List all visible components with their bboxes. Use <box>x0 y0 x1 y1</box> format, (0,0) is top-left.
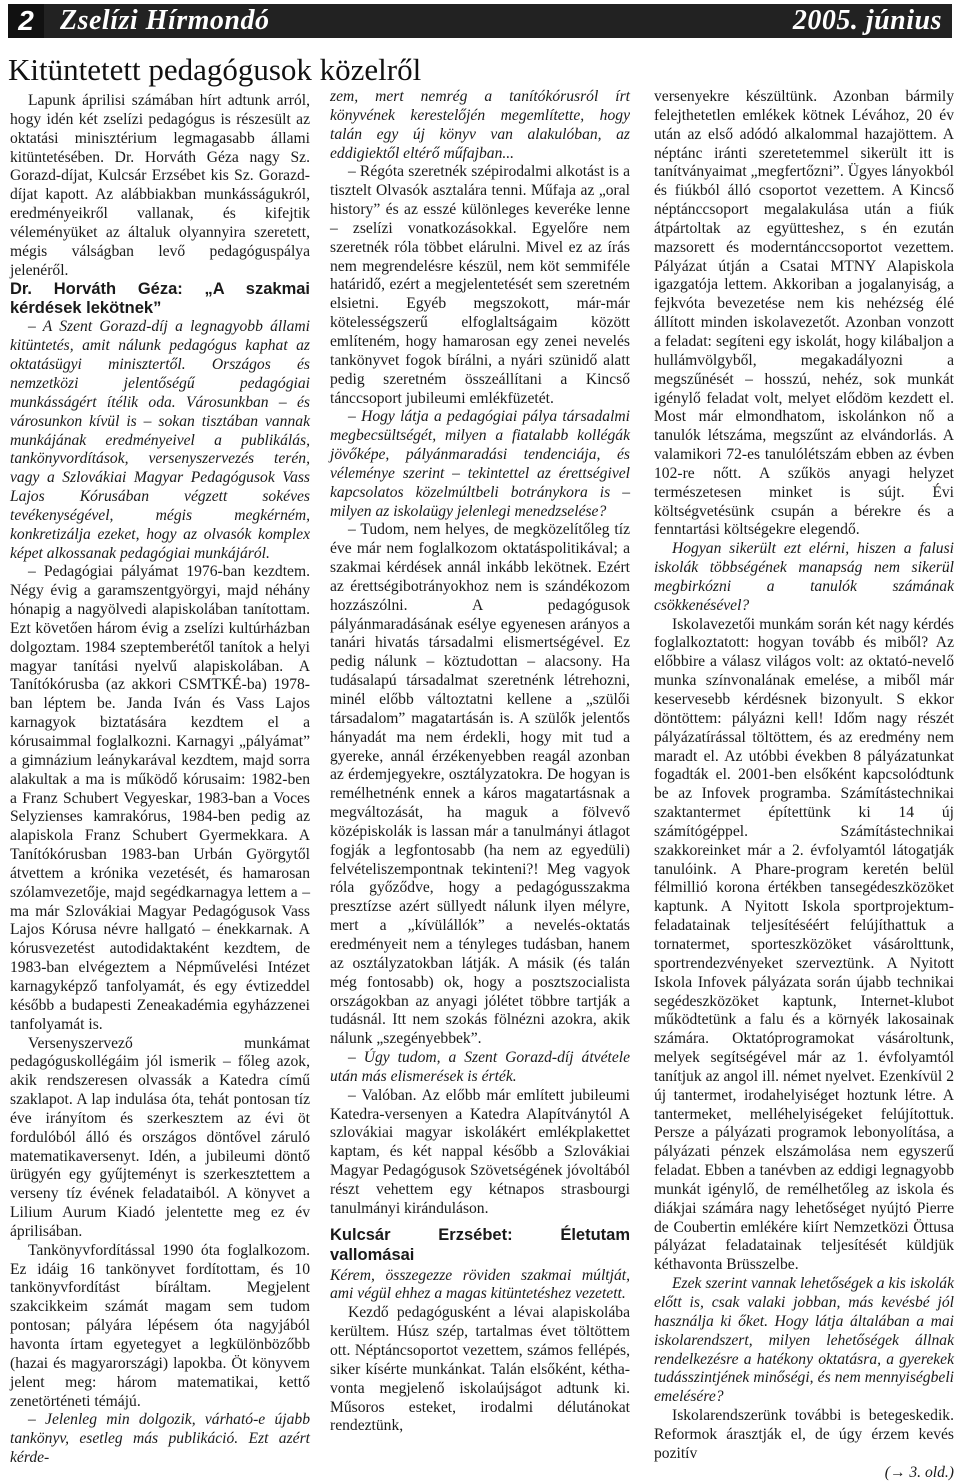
body-paragraph: Iskolarendszerünk további is betegeskedik. Reformok árasztják el, de úgy érzem kevés pozitív <box>654 1407 954 1462</box>
body-paragraph: versenyekre készültünk. Azonban bármily felejthetetlen emlékek kötnek Lévához, 20 év után az első adódó alkalommal hazajöttem. A néptánc iránti szeretetemmel sikerült itt is tanítványaimat „megfertőzni”. Ügyes lányokból és fiúkból álló csoportot vezettem. A Kincső néptánccsoport megalakulása után a fiúk átpártoltak az együtteshez, s én ezután mazsorett és moderntánccsoportot vezettem. Pályázat útján a Csatai MTNY Alapiskola igazgatója lettem. Akkoriban a jogalanyiság, a fejkvóta bevezetése nem kis nehézség élé állított minden iskolavezetőt. Azonban vonzott a feladat: segíteni egy iskolát, hogy kilábaljon a hullámvölgyből, megakadályozni a megszűnését – hosszú, nehéz, sok munkát igénylő feladat volt, melyet elődöm kezdett el. Most már elmondhatom, iskolánkon nő a tanulók létszáma, megszűnt az elvándorlás. A valamikori 72-es tanulólétszám ebben az évben 102-re nőtt. A szűkös anyagi helyzet természetesen minket is sújt. Évi költségvetésünk csupán a bérekre és a fenntartási költségekre elegendő. <box>654 88 954 539</box>
question-paragraph: – Úgy tudom, a Szent Gorazd-díj átvétele után más elismerések is érték. <box>330 1049 630 1085</box>
body-paragraph: Kezdő pedagógusként a lévai alapiskolába kerültem. Húsz szép, tartalmas évet töltöttem ott. Néptáncsoportot vezettem, számos fellépés, siker kísérte munkánkat. Talán elsőként, kétha-vonta megjelenő iskolaújságot adtunk ki. Műsoros esteket, irodalmi délutánokat rendeztünk, <box>330 1304 630 1435</box>
question-paragraph: – Jelenleg min dolgozik, várható-e újabb tankönyv, esetleg más publikáció. Ezt azért kérde- <box>10 1411 310 1467</box>
question-paragraph: Hogyan sikerült ezt elérni, hiszen a falusi iskolák többségének manapság nem sikerül megbirkózni a tanulók számának csökkenésével? <box>654 540 954 614</box>
column-2 <box>330 88 630 1435</box>
body-paragraph: – Tudom, nem helyes, de megközelítőleg tíz éve már nem foglalkozom oktatáspolitikával; a szakmai kérdések annál inkább lekötnek. Ezért az érettségibotrányokhoz nem is szándékozom hozzászólni. A pedagógusok pályánmaradásának esélye egyenesen arányos a tanári hivatás társadalmi elismertségével. Ez pedig nálunk – köztudottan – alacsony. Ha tudásalapú társadalmat szeretnénk létrehozni, minél előbb változtatni kellene a „szülői társadalom” magatartásán is. A szülők jelentős hányadát ma nem érdekli, hogy mit tud a gyereke, annál érzékenyebben reagál azonban az érdemjegyekre, osztályzatokra. De hogyan is remélhetnénk ennek a káros magatartásnak a megváltozását, ha maguk a fölvevő középiskolák is lassan már a tanulmányi átlagot fogják a legfontosabb (ha nem az egyedüli) felvételiszempontnak tekinteni?! Meg vagyok róla győződve, hogy a pedagógusszakma presztízse azért süllyedt nálunk ilyen mélyre, mert a „kívülállók” a nevelés-oktatás eredményeit nem a tényleges tudásban, hanem az osztályzatokban látják. A másik (és talán még fontosabb) ok, hogy a posztszocialista országokban az anyagi jólétet többre tartják a tudásnál. Itt nem szokás fölnézni azokra, akik nálunk „szegényebbek”. <box>330 521 630 1048</box>
question-paragraph: Ezek szerint vannak lehetőségek a kis iskolák előtt is, csak valaki jobban, más kevésbé jól használja ki őket. Hogy látja általában a mai iskolarendszert, milyen lehetőségek állnak rendelkezésre a hatékony oktatásra, a gyerekek tudásszintjének minőségi, és nem mennyiségbeli emelésére? <box>654 1275 954 1406</box>
body-paragraph: Iskolavezetői munkám során két nagy kérdés foglalkoztatott: hogyan tovább és miből? Az előbbire a válasz világos volt: az oktató-nevelő munka színvonalának emelése, a miből már keservesebb kérdésnek bizonyult. S ekkor döntöttem: pályázni kell! Időm nagy részét pályázatírással töltöttem, és az eredmény nem maradt el. Az utóbbi években 8 pályázatunkat fogadták el. 2001-ben elsőként kapcsolódtunk be az Infovek programba. Számítástechnikai szaktantermet építettünk ki 14 új számítógéppel. Számítástechnikai szakkoreinket már a 2. évfolyamtól látogatják tanulóink. A Phare-program keretén belül félmillió korona értékben tansegédeszközöket kaptunk. A Nyitott Iskola sportprojektum-feladatainak teljesítéséért felújíthattuk a tornatermet, sporteszközöket vásárolttunk, sportrendezvényeket szerveztünk. A Nyitott Iskola Infovek pályázata során újabb technikai segédeszközöket kaptunk, Internet-klubot működtetünk a falu és a környék lakosainak számára. Oktatóprogramokat vásároltunk, melyek segítségével már az 1. évfolyamtól tanítjuk az angol ill. német nyelvet. Ezenkívül 2 új tantermet, irodahelyiséget hoztunk létre. A tantermeket, melléhelyiségeket felújítottuk. Persze a pályázati programok lebonyolítása, a pályázati pénzek elszámolása nem egyszerű feladat. Ebben a tanévben az eddigi legnagyobb munkát igénylő, de remélhetőleg az iskola és diákjai számára nagy lehetőséget nyújtó Pierre de Coubertin emlékére kiírt Nemzetközi Öttusa pályázat feladatainak teljesítését küldjük kéthavonta Brüsszelbe. <box>654 615 954 1274</box>
column-3 <box>654 88 954 1481</box>
issue-date: 2005. június <box>792 5 942 36</box>
newspaper-title: Zselízi Hírmondó <box>60 5 270 36</box>
body-paragraph: – Valóban. Az előbb már említett jubileumi Katedra-versenyen a Katedra Alapítványtól A szlovákiai magyar iskolákért emlékplakettet kaptam, és két nappal később a Szlovákiai Magyar Pedagógusok Szövetségének jóvoltából részt vehettem egy kétnapos strasbourgi tanulmányi kiránduláson. <box>330 1086 630 1217</box>
subheading-kulcsar: Kulcsár Erzsébet: Életutam vallomásai <box>330 1225 630 1264</box>
question-paragraph: – A Szent Gorazd-díj a legnagyobb állami kitüntetés, amit nálunk pedagógus kaphat az oktatásügyi minisztertől. Országos és nemzetközi jelentőségű pedagógiai munkásságért ítélik oda. Városunkban – és városunkon kívül is – sokan tisztában vannak munkájának eredményeivel a publikálás, tankönyvordítások, versenyszervezés terén, vagy a Szlovákiai Magyar Pedagógusok Vass Lajos Kórusában végzett sokéves tevékenységével, mégis megkérném, konkretizálja ezeket, hogy az olvasók komplex képet alkossanak pedagógiai munkájáról. <box>10 318 310 562</box>
page-number: 2 <box>8 4 44 38</box>
body-paragraph: Versenyszervező munkámat pedagóguskollégáim jól ismerik – főleg azok, akik rendszeresen olvassák a Katedra című szaklapot. A lap indulása óta, tehát pontosan tíz éve irányítom és szerkesztem az évi öt fordulóból álló és országos döntővel záruló matematikaversenyt. Idén, a jubileumi döntő ürügyén egy gyűjteményt is szerkesztettem a verseny tíz évének feladataiból. A könyvet a Lilium Aurum Kiadó jelentette meg ez év áprilisában. <box>10 1034 310 1240</box>
column-1 <box>10 92 310 1467</box>
subheading-horvath: Dr. Horváth Géza: „A szakmai kérdések lekötnek” <box>10 280 310 318</box>
body-paragraph: – Pedagógiai pályámat 1976-ban kezdtem. Négy évig a garamszentgyörgyi, majd néhány hónapig a nagyölvedi alapiskolában tanítottam. Ezt követően három évig a zselízi kultúrházban dolgoztam. 1984 szeptemberétől tanítok a helyi magyar tanítási nyelvű alapiskolában. A Tanítókórusba (az akkori CSMTKÉ-ba) 1978-ban léptem be. Janda Iván és Vass Lajos karnagyok biztatására kezdtem el a kórusaimmal foglalkozni. Karnagyi „pályámat” a gimnázium leánykarával kezdtem, majd sorra alakultak a ma is működő kórusaim: 1982-ben a Franz Schubert Vegyeskar, 1983-ban a Voces Selyzienses kamrakórus, 1984-ben pedig az alapiskola Franz Schubert Gyermekkara. A Tanítókórusban 1983-ban Urbán Györgytől átvettem a krónika vezetését, és hamarosan szólamvezetője, majd segédkarnagya lettem a – ma már Szlovákiai Magyar Pedagógusok Vass Lajos Kórusa névre hallgató – énekkarnak. A kórusvezetést autodidaktaként kezdtem, de 1983-ban elvégeztem a Népművelési Intézet karnagyképző tanfolyamát, és egy évtizeddel később a budapesti Zeneakadémia egyházzenei tanfolyamát is. <box>10 563 310 1033</box>
question-paragraph: Kérem, összegezze röviden szakmai múltját, ami végül ehhez a magas kitüntetéshez vezetett. <box>330 1266 630 1303</box>
body-paragraph: Tankönyvfordítással 1990 óta foglalkozom. Ez idáig 16 tankönyvet fordítottam, és 10 tankönyvfordítást bíráltam. Megjelent szakcikkeim számát magam sem tudom pontosan; pályára lépésem óta nagyjából havonta írtam egyetegyet a legkülönbözőbb (hazai és magyarországi) lapokba. Öt könyvem jelent meg: három matematikai, kettő zenetörténeti témájú. <box>10 1241 310 1410</box>
article-headline: Kitüntetett pedagógusok közelről <box>8 52 422 87</box>
question-paragraph: – Hogy látja a pedagógiai pálya társadalmi megbecsültségét, milyen a fiatalabb kollégák jövőképe, pályánmaradási tendenciája, és véleménye szerint – tekintettel az érettségivel kapcsolatos közelmúltbeli botránykora is – milyen az iskolaügy jelenlegi menedzselése? <box>330 408 630 520</box>
body-paragraph: – Régóta szeretnék szépirodalmi alkotást is a tisztelt Olvasók asztalára tenni. Műfaja az „oral history” és az esszé különleges keveréke lenne – zselízi vonatkozásokkal. Egyelőre nem szeretnék róla többet elárulni. Mivel ez az írás nem megrendelésre készül, nem köt semmiféle határidő, ezért a megjelentetését sem szeretném elsietni. Egyéb megszokott, már-már kötelességszerű elfoglaltságaim között említeném, hogy hamarosan egy zenei nevelés tankönyvet fogok bírálni, a nyári szünidő alatt pedig szeretném összeállítani a Kincső tánccsoport jubileumi emlékfüzetét. <box>330 163 630 407</box>
continued-note: (→ 3. old.) <box>884 1463 954 1481</box>
intro-paragraph: Lapunk áprilisi számában hírt adtunk arról, hogy idén két zselízi pedagógus is részesült az oktatási minisztérium legmagasabb állami kitüntetésében. Dr. Horváth Géza nagy Sz. Gorazd-díjat, Kulcsár Erzsébet kis Sz. Gorazd-díjat kapott. Az alábbiakban munkásságukról, eredményeikről vallanak, és kifejtik véleményüket az általuk olyannyira szeretett, mégis válságban levő pedagóguspálya jelenéről. <box>10 92 310 279</box>
question-paragraph: zem, mert nemrég a tanítókórusról írt könyvének kerestelőjén megemlítette, hogy talán egy új könyv van alakulóban, az eddigiektől eltérő műfajban... <box>330 88 630 162</box>
masthead <box>8 4 952 38</box>
